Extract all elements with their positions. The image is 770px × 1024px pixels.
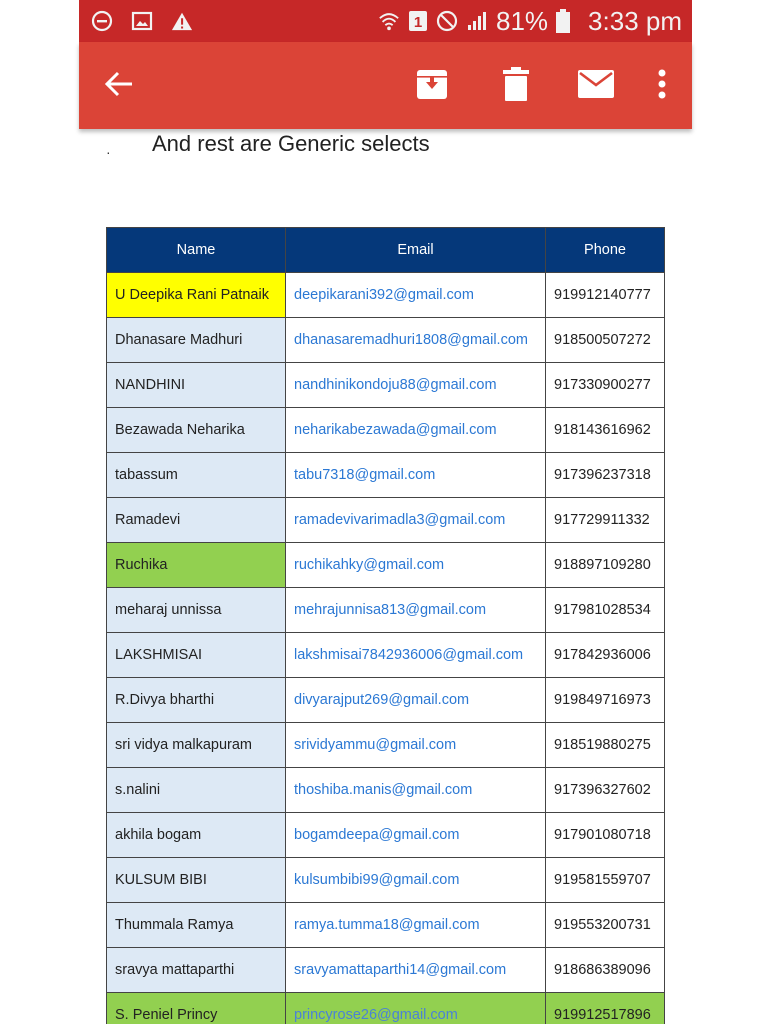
do-not-disturb-icon	[91, 10, 113, 32]
archive-button[interactable]	[410, 64, 454, 108]
blocked-icon	[436, 10, 458, 32]
sim-slot-number: 1	[413, 14, 423, 31]
status-bar	[79, 0, 692, 42]
cell-email-link[interactable]: lakshmisai7842936006@gmail.com	[286, 633, 546, 678]
cell-email-link[interactable]: ramya.tumma18@gmail.com	[286, 903, 546, 948]
cell-name: sravya mattaparthi	[107, 948, 286, 993]
cell-email-link[interactable]: dhanasaremadhuri1808@gmail.com	[286, 318, 546, 363]
cell-phone: 919849716973	[546, 678, 665, 723]
cell-phone: 917901080718	[546, 813, 665, 858]
status-right-icons	[378, 6, 682, 37]
cell-phone: 918897109280	[546, 543, 665, 588]
signal-icon	[466, 10, 488, 32]
archive-icon	[415, 67, 449, 106]
table-row	[107, 723, 665, 768]
table-row	[107, 903, 665, 948]
cell-email-link[interactable]: princyrose26@gmail.com	[286, 993, 546, 1024]
battery-percent: 81%	[496, 5, 549, 36]
app-bar	[79, 42, 692, 129]
cell-name: tabassum	[107, 453, 286, 498]
header-name: Name	[107, 228, 286, 273]
cell-name: Bezawada Neharika	[107, 408, 286, 453]
table-row	[107, 543, 665, 588]
table-row	[107, 453, 665, 498]
mark-unread-button[interactable]	[574, 64, 618, 108]
table-row	[107, 318, 665, 363]
cell-email-link[interactable]: tabu7318@gmail.com	[286, 453, 546, 498]
status-left-icons	[91, 10, 193, 32]
table-row	[107, 813, 665, 858]
table-row	[107, 948, 665, 993]
cell-email-link[interactable]: ruchikahky@gmail.com	[286, 543, 546, 588]
cell-phone: 917396237318	[546, 453, 665, 498]
table-row	[107, 498, 665, 543]
bullet-marker: ·	[106, 144, 111, 160]
cell-phone: 918143616962	[546, 408, 665, 453]
table-row	[107, 408, 665, 453]
cell-phone: 919912140777	[546, 273, 665, 318]
cell-name: KULSUM BIBI	[107, 858, 286, 903]
cell-email-link[interactable]: srividyammu@gmail.com	[286, 723, 546, 768]
cell-phone: 917396327602	[546, 768, 665, 813]
cell-phone: 918500507272	[546, 318, 665, 363]
table-row	[107, 633, 665, 678]
cell-phone: 917729911332	[546, 498, 665, 543]
cell-phone: 918519880275	[546, 723, 665, 768]
contacts-table	[106, 227, 665, 1024]
cell-name: meharaj unnissa	[107, 588, 286, 633]
table-row	[107, 768, 665, 813]
mail-icon	[578, 70, 614, 103]
cell-email-link[interactable]: bogamdeepa@gmail.com	[286, 813, 546, 858]
header-email: Email	[286, 228, 546, 273]
cell-phone: 918686389096	[546, 948, 665, 993]
cell-name: NANDHINI	[107, 363, 286, 408]
cell-email-link[interactable]: divyarajput269@gmail.com	[286, 678, 546, 723]
back-arrow-icon	[104, 71, 134, 102]
battery-icon	[556, 10, 570, 32]
delete-icon	[502, 67, 530, 106]
warning-icon	[171, 10, 193, 32]
cell-name: sri vidya malkapuram	[107, 723, 286, 768]
cell-name: R.Divya bharthi	[107, 678, 286, 723]
table-row	[107, 588, 665, 633]
cell-phone: 917842936006	[546, 633, 665, 678]
cell-name: LAKSHMISAI	[107, 633, 286, 678]
header-phone: Phone	[546, 228, 665, 273]
cell-name: Dhanasare Madhuri	[107, 318, 286, 363]
cell-email-link[interactable]: kulsumbibi99@gmail.com	[286, 858, 546, 903]
table-row	[107, 273, 665, 318]
cell-email-link[interactable]: mehrajunnisa813@gmail.com	[286, 588, 546, 633]
cell-phone: 917981028534	[546, 588, 665, 633]
cell-phone: 919912517896	[546, 993, 665, 1024]
cell-phone: 917330900277	[546, 363, 665, 408]
table-row	[107, 678, 665, 723]
app-bar-actions	[410, 64, 672, 108]
clock: 3:33 pm	[588, 5, 682, 36]
cell-email-link[interactable]: ramadevivarimadla3@gmail.com	[286, 498, 546, 543]
back-button[interactable]	[101, 68, 137, 104]
table-row	[107, 363, 665, 408]
delete-button[interactable]	[494, 64, 538, 108]
cell-phone: 919553200731	[546, 903, 665, 948]
bullet-text: And rest are Generic selects	[152, 131, 430, 156]
cell-email-link[interactable]: deepikarani392@gmail.com	[286, 273, 546, 318]
cell-name: akhila bogam	[107, 813, 286, 858]
cell-phone: 919581559707	[546, 858, 665, 903]
cell-name: Thummala Ramya	[107, 903, 286, 948]
cell-name: S. Peniel Princy	[107, 993, 286, 1024]
cell-email-link[interactable]: thoshiba.manis@gmail.com	[286, 768, 546, 813]
table-row	[107, 858, 665, 903]
cell-email-link[interactable]: nandhinikondoju88@gmail.com	[286, 363, 546, 408]
image-icon	[131, 10, 153, 32]
cell-name: U Deepika Rani Patnaik	[107, 273, 286, 318]
more-vert-icon	[658, 69, 666, 104]
table-header-row	[107, 228, 665, 273]
cell-name: Ramadevi	[107, 498, 286, 543]
table-row	[107, 993, 665, 1024]
table-body	[107, 273, 665, 1024]
cell-email-link[interactable]: sravyamattaparthi14@gmail.com	[286, 948, 546, 993]
cell-name: Ruchika	[107, 543, 286, 588]
sim-slot-icon	[408, 10, 428, 32]
more-options-button[interactable]	[652, 64, 672, 108]
cell-email-link[interactable]: neharikabezawada@gmail.com	[286, 408, 546, 453]
wifi-icon	[378, 10, 400, 32]
cell-name: s.nalini	[107, 768, 286, 813]
